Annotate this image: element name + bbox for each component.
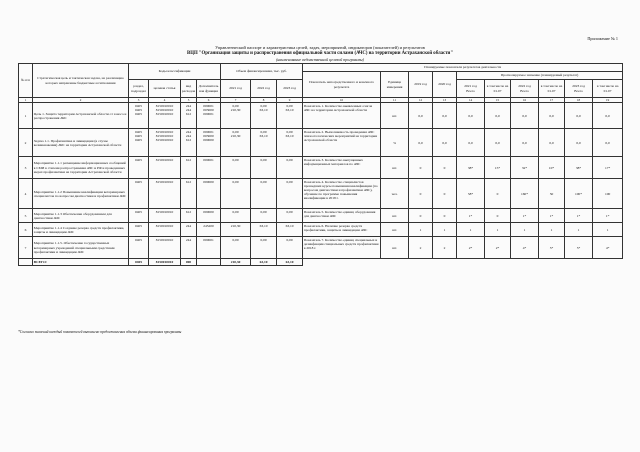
unit: шт. — [381, 209, 409, 223]
code-type: 244 244 612 — [181, 103, 197, 129]
y2023-header: 2023 год — [277, 80, 303, 98]
forecast-value: 1 — [511, 223, 539, 237]
forecast-value: 0,0 — [511, 129, 539, 157]
indicator-text: Показатель 3. Количество выпущенных информационных материалов по АЧС — [303, 157, 381, 179]
appendix-label: Приложение № 1 — [587, 36, 618, 41]
indicator-text: Показатель 2. Выполняемость проведения АЧС эпизоотологических мероприятий на территории Астраханской области — [303, 129, 381, 157]
title-line-1: Управленческий паспорт и характеристика целей, задач, мероприятий, индикаторов (показателей) и результатов — [215, 45, 425, 50]
forecast-value: 1* — [457, 209, 485, 223]
forecast-value: 0,0 — [593, 129, 623, 157]
forecast-value: 38* — [565, 157, 593, 179]
finance-2022: 0,00 — [251, 209, 277, 223]
value-2020: 0,0 — [433, 103, 457, 129]
code-sub: 0405 — [129, 179, 149, 209]
forecast-value: 160* — [511, 179, 539, 209]
code-ops: 000001 — [197, 157, 221, 179]
program-title-caption: (наименование ведомственной целевой программы) — [276, 57, 364, 62]
code-sub-header: раздел, подраздел — [129, 80, 149, 98]
total-row — [19, 259, 623, 266]
forecast-value: 32* — [511, 157, 539, 179]
total-f2021: 210,30 — [221, 259, 251, 266]
forecast-value: 0,0 — [539, 129, 565, 157]
indicator-text: Показатель 5. Количество единиц оборудования для диагностики АЧС — [303, 209, 381, 223]
goal-text: Цель 1. Защита территории Астраханской области от заноса и распространения АЧС — [33, 103, 129, 129]
code-item: 8150010010 — [149, 179, 181, 209]
column-number: 6 — [197, 98, 221, 103]
value-2020: 1 — [433, 223, 457, 237]
forecast-value: 17* — [593, 157, 623, 179]
forecast-value: 2* — [485, 237, 511, 259]
code-item: 8150010010 — [149, 157, 181, 179]
code-item: 8150010010 8150010010 8150010010 — [149, 129, 181, 157]
code-sub: 0405 — [129, 237, 149, 259]
code-ops: 000000 — [197, 179, 221, 209]
total-item: 8150010010 — [149, 259, 181, 266]
forecast-value: 0 — [485, 179, 511, 209]
finance-2023: 0,00 — [277, 237, 303, 259]
finance-2022: 0,00 63,10 — [251, 103, 277, 129]
code-ops-header: Дополнительная функция — [197, 80, 221, 98]
finance-2022: 0,00 — [251, 237, 277, 259]
row-number: 3 — [19, 157, 33, 179]
indicator-text: Показатель 1. Количество выявленных очагов АЧС на территории Астраханской области — [303, 103, 381, 129]
row-number: 4 — [19, 179, 33, 209]
column-number: 1 — [19, 98, 33, 103]
finance-2022: 63,10 — [251, 223, 277, 237]
column-number: 19 — [593, 98, 623, 103]
value-2020: 0 — [433, 157, 457, 179]
finance-2021: 0,00 — [221, 157, 251, 179]
column-number: 8 — [251, 98, 277, 103]
column-number: 3 — [129, 98, 149, 103]
code-ops: 000001 — [197, 237, 221, 259]
column-number: 12 — [409, 98, 433, 103]
forecast-value: 0,0 — [565, 103, 593, 129]
goal-text: Задача 1.1. Профилактика и ликвидация (в случае возникновения) АЧС на территории Астраханской области — [33, 129, 129, 157]
column-number: 5 — [181, 98, 197, 103]
forecast-value: 100* — [565, 179, 593, 209]
finance-2021: 0,00 — [221, 237, 251, 259]
code-item: 8150010010 — [149, 223, 181, 237]
forecast-value: 50 — [539, 179, 565, 209]
finance-2023: 63,10 — [277, 223, 303, 237]
passport-table — [18, 63, 623, 266]
f2023-incl-header: в том числе на 01.07 — [593, 80, 623, 98]
program-title: ВЦП "Организация защиты и распространения официальной части силами (АЧС) на территории Астраханской области" — [187, 51, 453, 56]
table-row — [19, 223, 623, 237]
forecast-value: 1 — [565, 223, 593, 237]
table-row — [19, 129, 623, 157]
column-number: 2 — [33, 98, 129, 103]
goal-text: Мероприятие 1.1.4 Создание резерва средств профилактики, защиты и ликвидации АЧС — [33, 223, 129, 237]
finance-2023: 0,00 — [277, 179, 303, 209]
forecast-value: 1 — [593, 223, 623, 237]
y2021-header: 2021 год — [221, 80, 251, 98]
finance-2023: 0,00 — [277, 157, 303, 179]
value-2020: 0,0 — [433, 129, 457, 157]
goal-text: Мероприятие 1.1.1 размещение информационных сообщений в СМИ в степени распространения АЧС и РФ и проведенных мерах профилактики на территории Астраханской области — [33, 157, 129, 179]
value-2019: 0 — [409, 179, 433, 209]
p2019-header: 2019 год — [409, 72, 433, 98]
f2023-total-header: 2023 год Всего — [565, 80, 593, 98]
finance-2022: 0,00 — [251, 157, 277, 179]
total-sub: 0405 — [129, 259, 149, 266]
forecast-value: 0,0 — [485, 129, 511, 157]
unit-header: Единица измерения — [381, 72, 409, 98]
code-type: 244 — [181, 237, 197, 259]
value-2020: 0 — [433, 209, 457, 223]
forecast-value: 5* — [565, 237, 593, 259]
code-item: 8150010010 8150010010 8150010010 — [149, 103, 181, 129]
indicator-text: Показатель 7. Количество единиц специальных и дезинфекции специальных средств профилактики в 2018 г. — [303, 237, 381, 259]
finance-2021: 0,00 — [221, 179, 251, 209]
code-ops: 000001 003000 000001 — [197, 103, 221, 129]
code-sub: 0405 — [129, 209, 149, 223]
forecast-value: 0,0 — [511, 103, 539, 129]
forecast-value: 4* — [593, 237, 623, 259]
f2021-total-header: 2021 год Всего — [457, 80, 485, 98]
value-2019: 1 — [409, 223, 433, 237]
forecast-value: 15* — [485, 157, 511, 179]
forecast-value: 0,0 — [565, 129, 593, 157]
finance-2021: 0,00 210,30 — [221, 129, 251, 157]
column-number: 13 — [433, 98, 457, 103]
forecast-value: 1* — [539, 209, 565, 223]
table-row — [19, 179, 623, 209]
value-2019: 0,0 — [409, 129, 433, 157]
finance-2021: 0,00 — [221, 209, 251, 223]
col-goal-header: Стратегическая цель и тактическая задача, на реализацию которых направлены бюджетные ассигнования — [33, 64, 129, 98]
code-sub: 0405 0405 0405 — [129, 103, 149, 129]
table-row — [19, 157, 623, 179]
forecast-value: 10* — [539, 157, 565, 179]
code-type: 612 — [181, 209, 197, 223]
unit: % — [381, 129, 409, 157]
column-number: 15 — [485, 98, 511, 103]
total-label: ВСЕГО: — [33, 259, 129, 266]
row-number: 2 — [19, 129, 33, 157]
indicator-text: Показатель 6. Наличие резерва средств профилактики, защиты и ликвидации АЧС — [303, 223, 381, 237]
column-number: 18 — [565, 98, 593, 103]
code-sub: 0405 — [129, 157, 149, 179]
value-2019: 2 — [409, 237, 433, 259]
code-type: 244 — [181, 223, 197, 237]
forecast-value: 1* — [511, 209, 539, 223]
forecast-value: 0,0 — [593, 103, 623, 129]
forecast-value: 4* — [511, 237, 539, 259]
column-number: 9 — [277, 98, 303, 103]
forecast-value: 1* — [565, 209, 593, 223]
finance-header: Объем финансирования, тыс. руб. — [221, 64, 303, 80]
table-row — [19, 209, 623, 223]
codes-header: Коды классификации — [129, 64, 221, 80]
row-number: 6 — [19, 223, 33, 237]
finance-2023: 0,00 — [277, 209, 303, 223]
row-number: 5 — [19, 209, 33, 223]
indicator-text: Показатель 4. Количество специалистов прошедших курсы повышения квалификации (по вопросам диагностики и профилактики АЧС), обучение по программе повышения квалификации в 2018 г. — [303, 179, 381, 209]
total-type: 000 — [181, 259, 197, 266]
forecast-value: 38* — [457, 157, 485, 179]
total-f2022: 63,10 — [251, 259, 277, 266]
finance-2023: 0,00 63,10 — [277, 129, 303, 157]
code-item: 8150010010 — [149, 237, 181, 259]
code-type: 244 244 612 — [181, 129, 197, 157]
row-number: 1 — [19, 103, 33, 129]
value-2019: 0,0 — [409, 103, 433, 129]
column-number: 11 — [381, 98, 409, 103]
finance-2021: 0,00 210,30 — [221, 103, 251, 129]
column-number: 16 — [511, 98, 539, 103]
forecast-value: 1* — [593, 209, 623, 223]
f2022-total-header: 2022 год Всего — [511, 80, 539, 98]
code-ops: 000001 003000 000000 — [197, 129, 221, 157]
code-sub: 0405 0405 0405 — [129, 129, 149, 157]
forecast-header: Прогнозируемое значение (планируемый результат) — [457, 72, 623, 80]
y2022-header: 2022 год — [251, 80, 277, 98]
forecast-value: 100 — [593, 179, 623, 209]
forecast-value: 1 — [539, 223, 565, 237]
column-number: 4 — [149, 98, 181, 103]
f2022-incl-header: в том числе на 01.07 — [539, 80, 565, 98]
table-row — [19, 103, 623, 129]
value-2020: 2 — [433, 237, 457, 259]
goal-text: Мероприятие 1.1.3 Обеспечение оборудованием для диагностики АЧС — [33, 209, 129, 223]
forecast-value: 0 — [485, 209, 511, 223]
forecast-value: 0,0 — [485, 103, 511, 129]
code-type: 612 — [181, 157, 197, 179]
unit: шт. — [381, 223, 409, 237]
finance-2022: 0,00 63,10 — [251, 129, 277, 157]
forecast-value: 0,0 — [457, 103, 485, 129]
column-number: 7 — [221, 98, 251, 103]
unit: шт. — [381, 157, 409, 179]
col-num-header: № п/п — [19, 64, 33, 98]
unit: чел. — [381, 179, 409, 209]
forecast-value: 5* — [539, 237, 565, 259]
total-f2023: 63,10 — [277, 259, 303, 266]
table-body — [19, 103, 623, 259]
finance-2022: 0,00 — [251, 179, 277, 209]
code-ops: 245200 — [197, 223, 221, 237]
code-type-header: вид расходов — [181, 80, 197, 98]
indicator-header: Показатель непосредственного и конечного результата — [303, 72, 381, 98]
forecast-value: 0,0 — [457, 129, 485, 157]
planned-header: Планируемые показатели результатов деятельности — [303, 64, 623, 72]
forecast-value: 1 — [457, 223, 485, 237]
finance-2023: 0,00 63,10 — [277, 103, 303, 129]
forecast-value: 0,0 — [539, 103, 565, 129]
column-number: 10 — [303, 98, 381, 103]
forecast-value: 2* — [457, 237, 485, 259]
goal-text: Мероприятие 1.1.5. Обеспечение государственных ветеринарных учреждений специальными средствами профилактики и ликвидации АЧС — [33, 237, 129, 259]
f2021-incl-header: в том числе на 01.07 — [485, 80, 511, 98]
code-type: 612 — [181, 179, 197, 209]
footnote: *Согласно значений каждый показателей выполнено предоставления объема финансирования программы — [18, 330, 182, 334]
goal-text: Мероприятие 1.1.2 Повышение квалификации ветеринарных специалистов по вопросам диагностики и профилактики АЧС — [33, 179, 129, 209]
row-number: 7 — [19, 237, 33, 259]
code-item-header: целевая статья — [149, 80, 181, 98]
unit: шт. — [381, 103, 409, 129]
column-number: 14 — [457, 98, 485, 103]
table-row — [19, 237, 623, 259]
code-sub: 0405 — [129, 223, 149, 237]
value-2019: 0 — [409, 157, 433, 179]
unit: шт. — [381, 237, 409, 259]
p2020-header: 2020 год — [433, 72, 457, 98]
code-item: 8150010010 — [149, 209, 181, 223]
value-2020: 0 — [433, 179, 457, 209]
forecast-value: 1 — [485, 223, 511, 237]
code-ops: 000000 — [197, 209, 221, 223]
forecast-value: 58* — [457, 179, 485, 209]
value-2019: 0 — [409, 209, 433, 223]
finance-2021: 210,30 — [221, 223, 251, 237]
column-number: 17 — [539, 98, 565, 103]
